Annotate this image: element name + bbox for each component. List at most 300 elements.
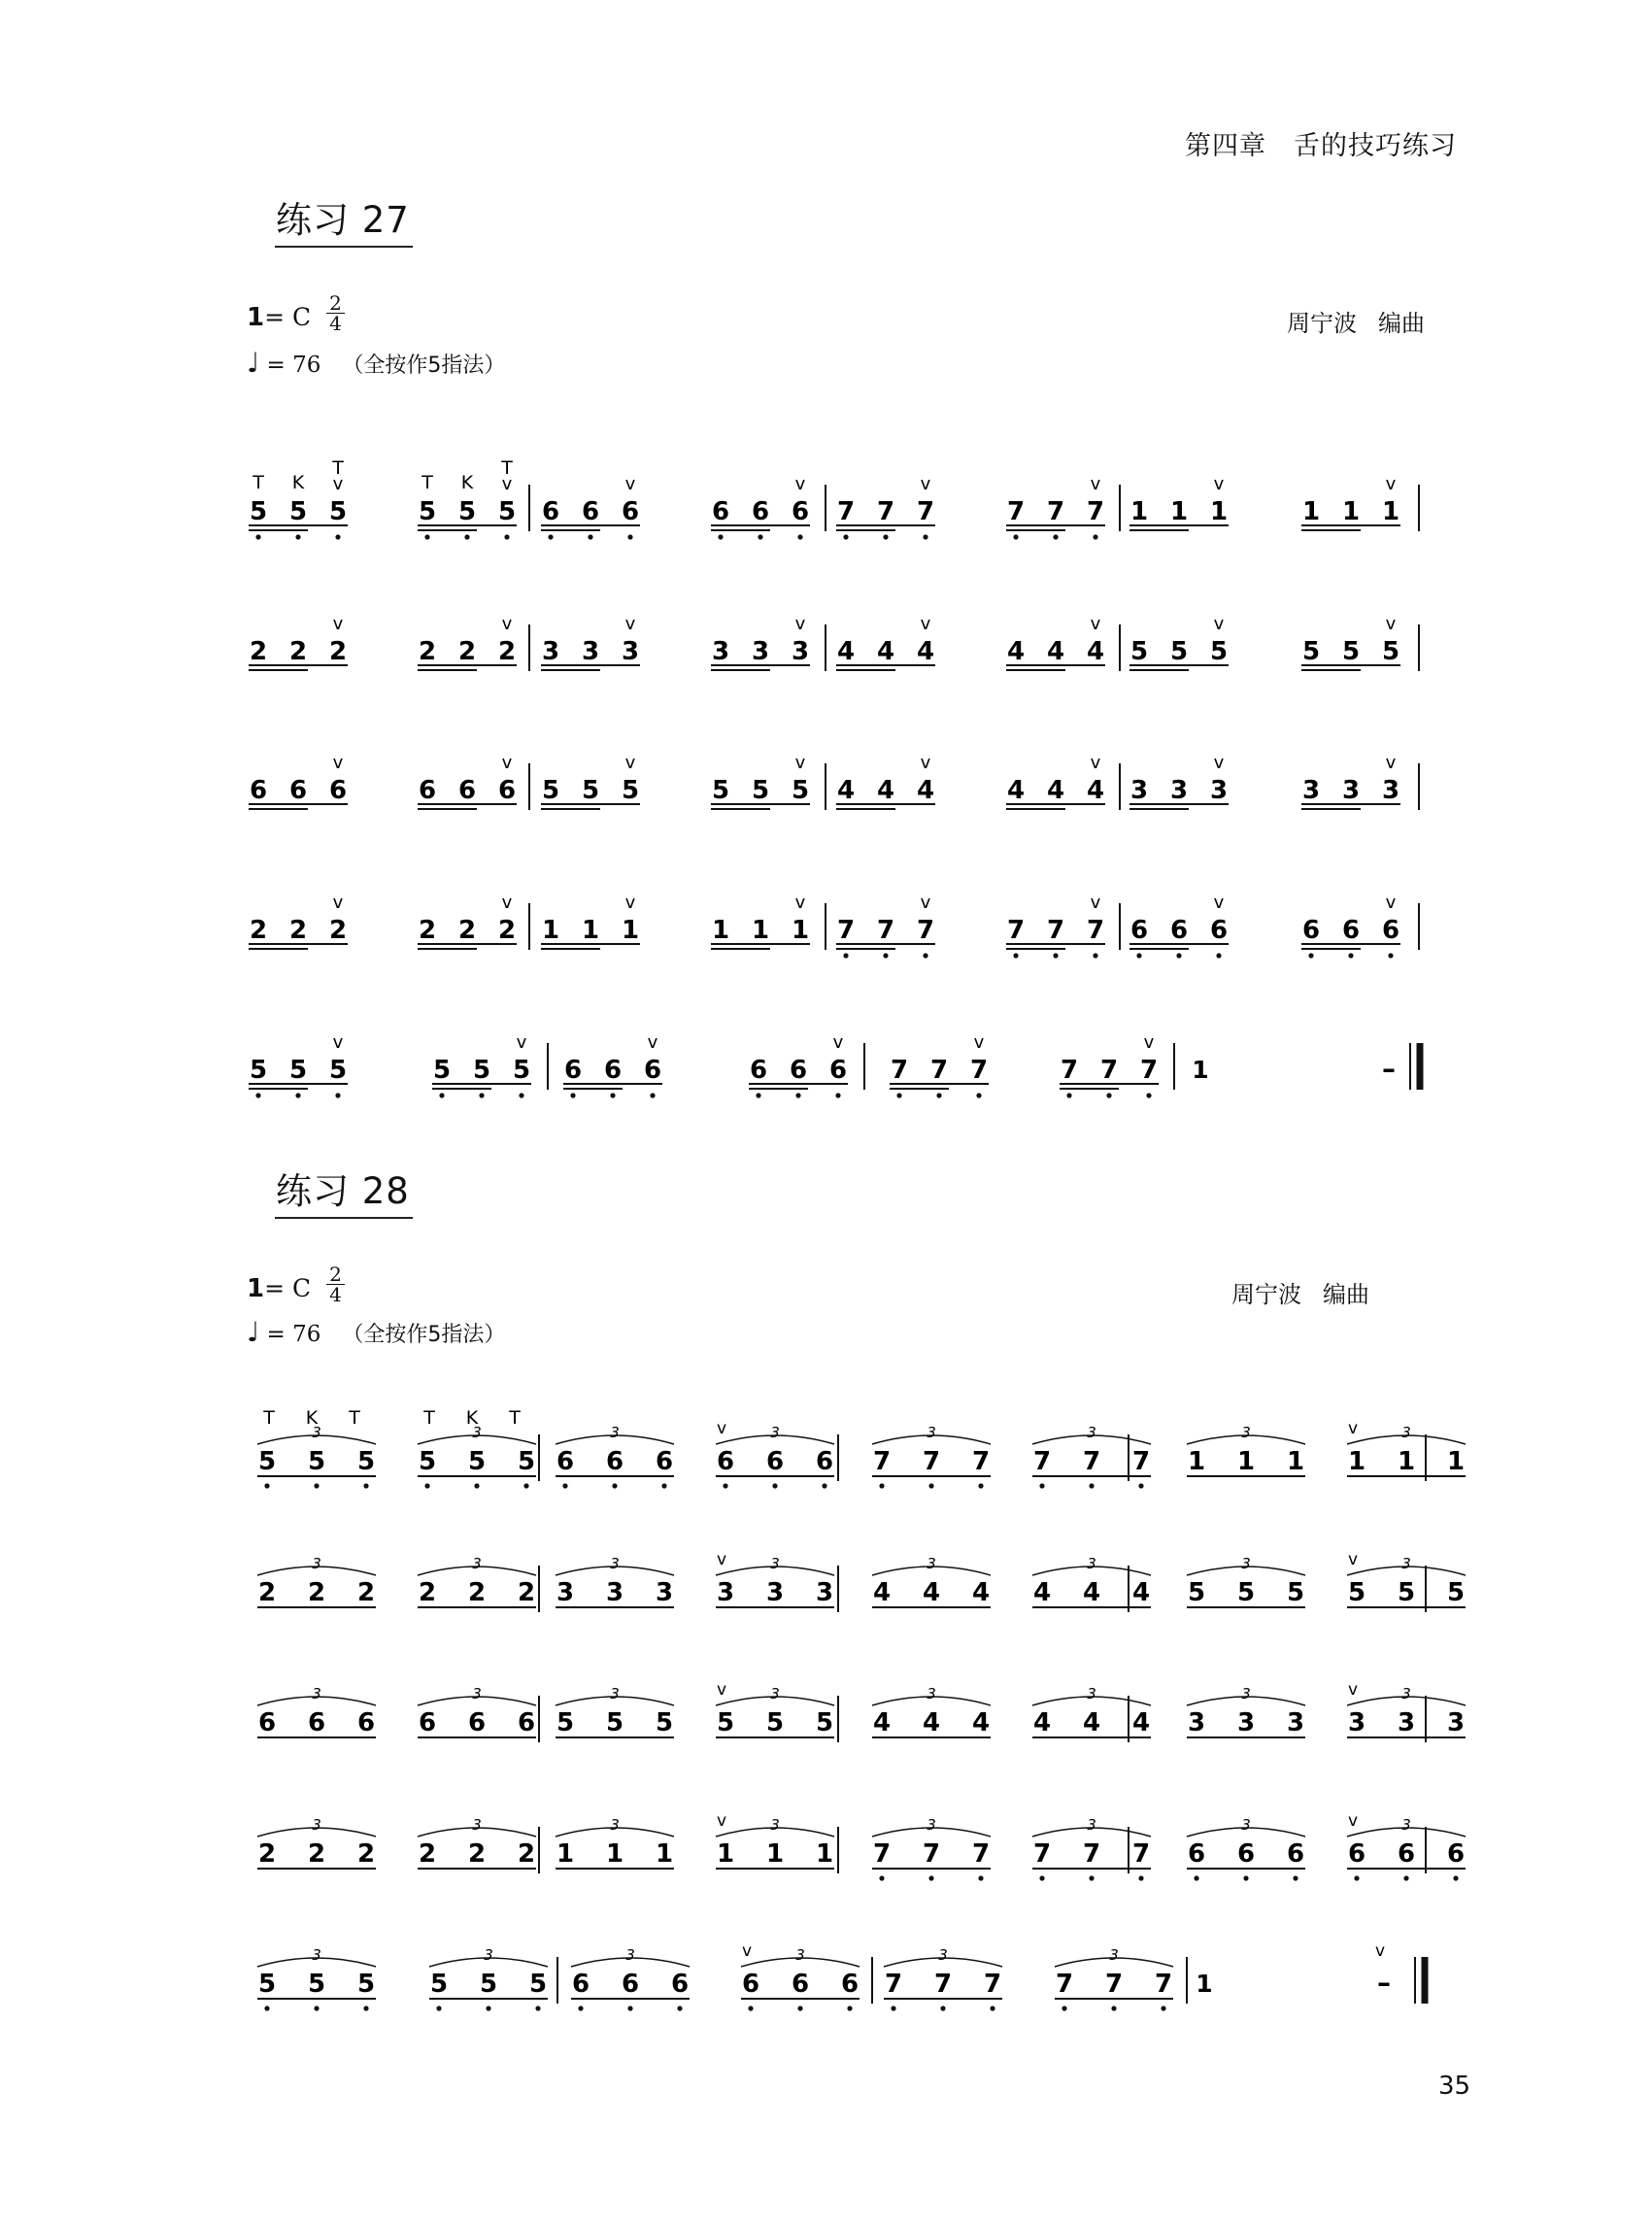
- low-octave-dot: [748, 2006, 753, 2010]
- triplet-number: 3: [1241, 1816, 1251, 1834]
- note: 5: [528, 1970, 548, 1999]
- low-octave-dot: [923, 534, 927, 539]
- note: 7: [890, 1056, 909, 1085]
- note: 1: [541, 916, 560, 945]
- accent-mark: v: [716, 1419, 727, 1438]
- note: 5: [556, 1708, 575, 1737]
- note: 2: [356, 1578, 376, 1607]
- triplet-number: 3: [472, 1424, 482, 1441]
- low-octave-dot: [843, 953, 848, 958]
- low-octave-dot: [535, 2006, 540, 2010]
- note: 1: [815, 1839, 834, 1869]
- note: 6: [556, 1447, 575, 1476]
- quarter-note-icon: ♩: [247, 1316, 260, 1348]
- low-octave-dot: [1194, 1875, 1198, 1880]
- note: 6: [621, 1970, 640, 1999]
- triplet-number: 3: [1087, 1555, 1096, 1572]
- note: 3: [1236, 1708, 1256, 1737]
- note: 6: [418, 1708, 437, 1737]
- low-octave-dot: [1161, 2006, 1165, 2010]
- accent-mark: v: [1347, 1550, 1359, 1569]
- note: 6: [765, 1447, 785, 1476]
- low-octave-dot: [978, 1875, 983, 1880]
- accent-mark: v: [1347, 1680, 1359, 1700]
- low-octave-dot: [990, 2006, 995, 2010]
- low-octave-dot: [363, 2006, 368, 2010]
- note: 7: [922, 1839, 941, 1869]
- note: 5: [1286, 1578, 1305, 1607]
- accent-mark: v: [1143, 1032, 1155, 1053]
- note: 4: [1082, 1578, 1101, 1607]
- low-octave-dot: [677, 2006, 682, 2010]
- low-octave-dot: [1136, 953, 1141, 958]
- low-octave-dot: [439, 1093, 444, 1097]
- note: 1: [716, 1839, 735, 1869]
- note: 1: [1347, 1447, 1366, 1476]
- triplet-number: 3: [1401, 1685, 1411, 1702]
- tongue-label: T: [509, 1407, 521, 1429]
- note: 6: [467, 1708, 487, 1737]
- note: 3: [711, 637, 730, 666]
- note: 5: [1169, 637, 1189, 666]
- note: 7: [1139, 1056, 1159, 1085]
- triplet-number: 3: [1401, 1424, 1411, 1441]
- accent-mark: v: [624, 753, 636, 773]
- low-octave-dot: [1093, 953, 1097, 958]
- tongue-label: T: [332, 457, 344, 479]
- note: 2: [418, 637, 437, 666]
- low-octave-dot: [928, 1483, 933, 1488]
- accent-mark: v: [832, 1032, 844, 1053]
- note: 3: [1169, 776, 1189, 805]
- note: 7: [1131, 1839, 1151, 1869]
- note: 7: [1099, 1056, 1119, 1085]
- tongue-label: T: [421, 472, 433, 493]
- note: 5: [517, 1447, 536, 1476]
- low-octave-dot: [1243, 1875, 1248, 1880]
- note: 6: [621, 497, 640, 526]
- note: 4: [836, 637, 856, 666]
- low-octave-dot: [255, 534, 260, 539]
- low-octave-dot: [486, 2006, 490, 2010]
- chapter-heading: 第四章 舌的技巧练习: [1185, 131, 1457, 161]
- note: 5: [1187, 1578, 1206, 1607]
- note: 3: [1347, 1708, 1366, 1737]
- note: 7: [836, 497, 856, 526]
- note: 6: [249, 776, 268, 805]
- note: 6: [307, 1708, 326, 1737]
- note: 7: [876, 916, 895, 945]
- note: 5: [288, 1056, 308, 1085]
- accent-mark: v: [741, 1941, 753, 1961]
- triplet-number: 3: [610, 1685, 620, 1702]
- note: 5: [472, 1056, 491, 1085]
- note: 3: [1209, 776, 1229, 805]
- low-octave-dot: [756, 1093, 760, 1097]
- note: 1: [1381, 497, 1400, 526]
- accent-mark: v: [794, 753, 806, 773]
- low-octave-dot: [879, 1875, 884, 1880]
- note: 5: [307, 1447, 326, 1476]
- note: 4: [916, 637, 935, 666]
- note: 3: [541, 637, 560, 666]
- note: 5: [605, 1708, 624, 1737]
- low-octave-dot: [1039, 1483, 1044, 1488]
- fingering-note: （全按作5指法）: [342, 354, 506, 378]
- tongue-label: K: [465, 1407, 479, 1429]
- tongue-label: T: [263, 1407, 275, 1429]
- note: 5: [1347, 1578, 1366, 1607]
- note: 4: [872, 1578, 892, 1607]
- note: 2: [257, 1839, 277, 1869]
- exercise-28-title: 练习 28: [275, 1162, 413, 1219]
- low-octave-dot: [627, 2006, 632, 2010]
- note: 6: [1187, 1839, 1206, 1869]
- note: 5: [1129, 637, 1149, 666]
- low-octave-dot: [627, 534, 632, 539]
- note: 7: [1060, 1056, 1079, 1085]
- note: 5: [497, 497, 517, 526]
- triplet-number: 3: [312, 1685, 321, 1702]
- note: 7: [1082, 1839, 1101, 1869]
- note: 5: [791, 776, 810, 805]
- triplet-number: 3: [927, 1424, 936, 1441]
- note: 5: [288, 497, 308, 526]
- note: 1: [655, 1839, 674, 1869]
- note: 4: [876, 637, 895, 666]
- low-octave-dot: [504, 534, 509, 539]
- low-octave-dot: [1146, 1093, 1151, 1097]
- note: 3: [1397, 1708, 1416, 1737]
- note: 2: [457, 637, 477, 666]
- note: 3: [1187, 1708, 1206, 1737]
- note: 6: [1286, 1839, 1305, 1869]
- note: 2: [497, 916, 517, 945]
- note-whole: 1: [1192, 1056, 1209, 1084]
- note: 2: [328, 916, 348, 945]
- note: 4: [1086, 637, 1105, 666]
- low-octave-dot: [464, 534, 469, 539]
- note: 2: [288, 916, 308, 945]
- tongue-label: T: [501, 457, 513, 479]
- note: 4: [922, 1578, 941, 1607]
- note: 5: [429, 1970, 449, 1999]
- low-octave-dot: [479, 1093, 484, 1097]
- note: 7: [1131, 1447, 1151, 1476]
- low-octave-dot: [335, 1093, 340, 1097]
- composer-name: 周宁波: [1287, 310, 1357, 337]
- key-signature: [247, 291, 345, 339]
- note: 5: [467, 1447, 487, 1476]
- note: 7: [1006, 497, 1026, 526]
- low-octave-dot: [1013, 953, 1018, 958]
- accent-mark: v: [920, 893, 931, 913]
- accent-mark: v: [332, 893, 344, 913]
- note: 5: [356, 1970, 376, 1999]
- note: 4: [1046, 637, 1065, 666]
- accent-mark: v: [1090, 893, 1101, 913]
- note: 5: [815, 1708, 834, 1737]
- low-octave-dot: [891, 2006, 895, 2010]
- exercise-28-score: [0, 1399, 1652, 2059]
- note: 5: [1397, 1578, 1416, 1607]
- note: 2: [517, 1839, 536, 1869]
- note: 1: [1286, 1447, 1305, 1476]
- low-octave-dot: [718, 534, 723, 539]
- note: 6: [643, 1056, 662, 1085]
- accent-mark: v: [332, 614, 344, 634]
- low-octave-dot: [661, 1483, 666, 1488]
- triplet-number: 3: [770, 1816, 780, 1834]
- note: 5: [356, 1447, 376, 1476]
- note: 6: [840, 1970, 860, 1999]
- note: 3: [716, 1578, 735, 1607]
- note: 6: [418, 776, 437, 805]
- low-octave-dot: [797, 2006, 802, 2010]
- low-octave-dot: [570, 1093, 575, 1097]
- note: 1: [1301, 497, 1321, 526]
- triplet-number: 3: [938, 1946, 948, 1964]
- note: 4: [1046, 776, 1065, 805]
- low-octave-dot: [474, 1483, 479, 1488]
- note: 7: [1032, 1447, 1052, 1476]
- note: 4: [916, 776, 935, 805]
- note: 2: [328, 637, 348, 666]
- note: 5: [418, 1447, 437, 1476]
- note: 1: [1397, 1447, 1416, 1476]
- note: 7: [969, 1056, 989, 1085]
- triplet-number: 3: [770, 1555, 780, 1572]
- note: 6: [257, 1708, 277, 1737]
- low-octave-dot: [519, 1093, 523, 1097]
- note: 6: [605, 1447, 624, 1476]
- note: 7: [1086, 916, 1105, 945]
- accent-mark: v: [794, 893, 806, 913]
- accent-mark: v: [1213, 893, 1225, 913]
- triplet-number: 3: [770, 1424, 780, 1441]
- low-octave-dot: [523, 1483, 528, 1488]
- low-octave-dot: [928, 1875, 933, 1880]
- triplet-number: 3: [312, 1816, 321, 1834]
- note: 4: [1006, 776, 1026, 805]
- triplet-number: 3: [472, 1685, 482, 1702]
- low-octave-dot: [588, 534, 592, 539]
- low-octave-dot: [255, 1093, 260, 1097]
- tongue-label: T: [423, 1407, 435, 1429]
- note: 7: [1055, 1970, 1074, 1999]
- note: 3: [765, 1578, 785, 1607]
- accent-mark: v: [1385, 474, 1397, 494]
- low-octave-dot: [723, 1483, 727, 1488]
- note: 4: [971, 1708, 991, 1737]
- triplet-number: 3: [1087, 1424, 1096, 1441]
- note: 5: [418, 497, 437, 526]
- triplet-number: 3: [312, 1555, 321, 1572]
- low-octave-dot: [264, 1483, 269, 1488]
- low-octave-dot: [1111, 2006, 1116, 2010]
- note: 5: [1381, 637, 1400, 666]
- note: 3: [655, 1578, 674, 1607]
- note: 5: [541, 776, 560, 805]
- triplet-number: 3: [610, 1424, 620, 1441]
- note: 6: [655, 1447, 674, 1476]
- low-octave-dot: [847, 2006, 852, 2010]
- meter-numerator: 2: [326, 293, 345, 314]
- low-octave-dot: [295, 534, 300, 539]
- accent-mark: v: [716, 1680, 727, 1700]
- note: 7: [884, 1970, 903, 1999]
- note: 7: [1154, 1970, 1173, 1999]
- note: 1: [1187, 1447, 1206, 1476]
- note: 7: [1086, 497, 1105, 526]
- note: 4: [836, 776, 856, 805]
- low-octave-dot: [650, 1093, 655, 1097]
- note: 5: [249, 1056, 268, 1085]
- note: 1: [1169, 497, 1189, 526]
- low-octave-dot: [314, 2006, 319, 2010]
- accent-mark: v: [920, 474, 931, 494]
- note: 5: [1236, 1578, 1256, 1607]
- low-octave-dot: [1138, 1483, 1143, 1488]
- accent-mark: v: [920, 614, 931, 634]
- note: 7: [916, 497, 935, 526]
- note: 2: [356, 1839, 376, 1869]
- note: 6: [1397, 1839, 1416, 1869]
- tongue-label: K: [460, 472, 474, 493]
- low-octave-dot: [1216, 953, 1221, 958]
- accent-mark: v: [501, 753, 513, 773]
- note: 2: [418, 1839, 437, 1869]
- low-octave-dot: [883, 953, 888, 958]
- low-octave-dot: [1138, 1875, 1143, 1880]
- note: 6: [751, 497, 770, 526]
- note: 2: [418, 916, 437, 945]
- note: 1: [791, 916, 810, 945]
- accent-mark: v: [1213, 474, 1225, 494]
- note: 5: [716, 1708, 735, 1737]
- note: 5: [328, 1056, 348, 1085]
- note: 6: [356, 1708, 376, 1737]
- accent-mark: v: [501, 474, 513, 494]
- note: 1: [1446, 1447, 1466, 1476]
- note: 6: [1129, 916, 1149, 945]
- note: 1: [581, 916, 600, 945]
- note: 7: [929, 1056, 949, 1085]
- triplet-number: 3: [312, 1946, 321, 1964]
- low-octave-dot: [978, 1483, 983, 1488]
- note: 1: [1236, 1447, 1256, 1476]
- triplet-number: 3: [610, 1555, 620, 1572]
- note: 1: [556, 1839, 575, 1869]
- note: 3: [621, 637, 640, 666]
- accent-mark: v: [1347, 1811, 1359, 1831]
- note: 3: [1341, 776, 1361, 805]
- note: 6: [670, 1970, 690, 1999]
- low-octave-dot: [610, 1093, 615, 1097]
- note: 4: [876, 776, 895, 805]
- low-octave-dot: [896, 1093, 901, 1097]
- accent-mark: v: [647, 1032, 658, 1053]
- note: 7: [916, 916, 935, 945]
- triplet-number: 3: [610, 1816, 620, 1834]
- note: 1: [1129, 497, 1149, 526]
- accent-mark: v: [1090, 614, 1101, 634]
- key-tonic: 1: [247, 303, 265, 332]
- accent-mark: v: [332, 1032, 344, 1053]
- note: 1: [765, 1839, 785, 1869]
- note: 4: [1006, 637, 1026, 666]
- note: 3: [556, 1578, 575, 1607]
- note: 6: [1347, 1839, 1366, 1869]
- note: 2: [249, 916, 268, 945]
- note: 5: [512, 1056, 531, 1085]
- triplet-number: 3: [927, 1685, 936, 1702]
- composer-role: 编曲: [1323, 1281, 1369, 1308]
- page-number: 35: [1438, 2072, 1471, 2101]
- note: 5: [432, 1056, 452, 1085]
- accent-mark: v: [1374, 1941, 1386, 1961]
- note: 2: [249, 637, 268, 666]
- low-octave-dot: [1354, 1875, 1359, 1880]
- low-octave-dot: [363, 1483, 368, 1488]
- low-octave-dot: [314, 1483, 319, 1488]
- note: 1: [1209, 497, 1229, 526]
- low-octave-dot: [976, 1093, 981, 1097]
- note: 4: [1086, 776, 1105, 805]
- note: 6: [1446, 1839, 1466, 1869]
- note: 6: [1341, 916, 1361, 945]
- triplet-number: 3: [1087, 1816, 1096, 1834]
- note: 6: [1381, 916, 1400, 945]
- note: 5: [1446, 1578, 1466, 1607]
- low-octave-dot: [843, 534, 848, 539]
- note: 7: [983, 1970, 1002, 1999]
- note: 7: [1006, 916, 1026, 945]
- accent-mark: v: [920, 753, 931, 773]
- accent-mark: v: [1385, 614, 1397, 634]
- accent-mark: v: [624, 474, 636, 494]
- accent-mark: v: [624, 614, 636, 634]
- triplet-number: 3: [472, 1555, 482, 1572]
- low-octave-dot: [835, 1093, 840, 1097]
- low-octave-dot: [883, 534, 888, 539]
- low-octave-dot: [923, 953, 927, 958]
- note: 3: [1129, 776, 1149, 805]
- note: 5: [307, 1970, 326, 1999]
- note: 1: [751, 916, 770, 945]
- triplet-number: 3: [312, 1424, 321, 1441]
- tempo-value: = 76: [266, 353, 321, 378]
- note: 2: [517, 1578, 536, 1607]
- note: 6: [563, 1056, 583, 1085]
- note: 1: [621, 916, 640, 945]
- time-signature: [326, 293, 345, 333]
- accent-mark: v: [332, 753, 344, 773]
- note: 6: [791, 1970, 810, 1999]
- low-octave-dot: [1066, 1093, 1071, 1097]
- meter-denominator: 4: [329, 312, 342, 335]
- note: 2: [497, 637, 517, 666]
- note-whole: 1: [1196, 1970, 1213, 1998]
- composer-name: 周宁波: [1231, 1281, 1301, 1308]
- note: 6: [1209, 916, 1229, 945]
- note: 6: [711, 497, 730, 526]
- accent-mark: v: [716, 1811, 727, 1831]
- exercise-27-score: [0, 442, 1652, 1141]
- note: 3: [605, 1578, 624, 1607]
- note: 3: [1381, 776, 1400, 805]
- accent-mark: v: [332, 474, 344, 494]
